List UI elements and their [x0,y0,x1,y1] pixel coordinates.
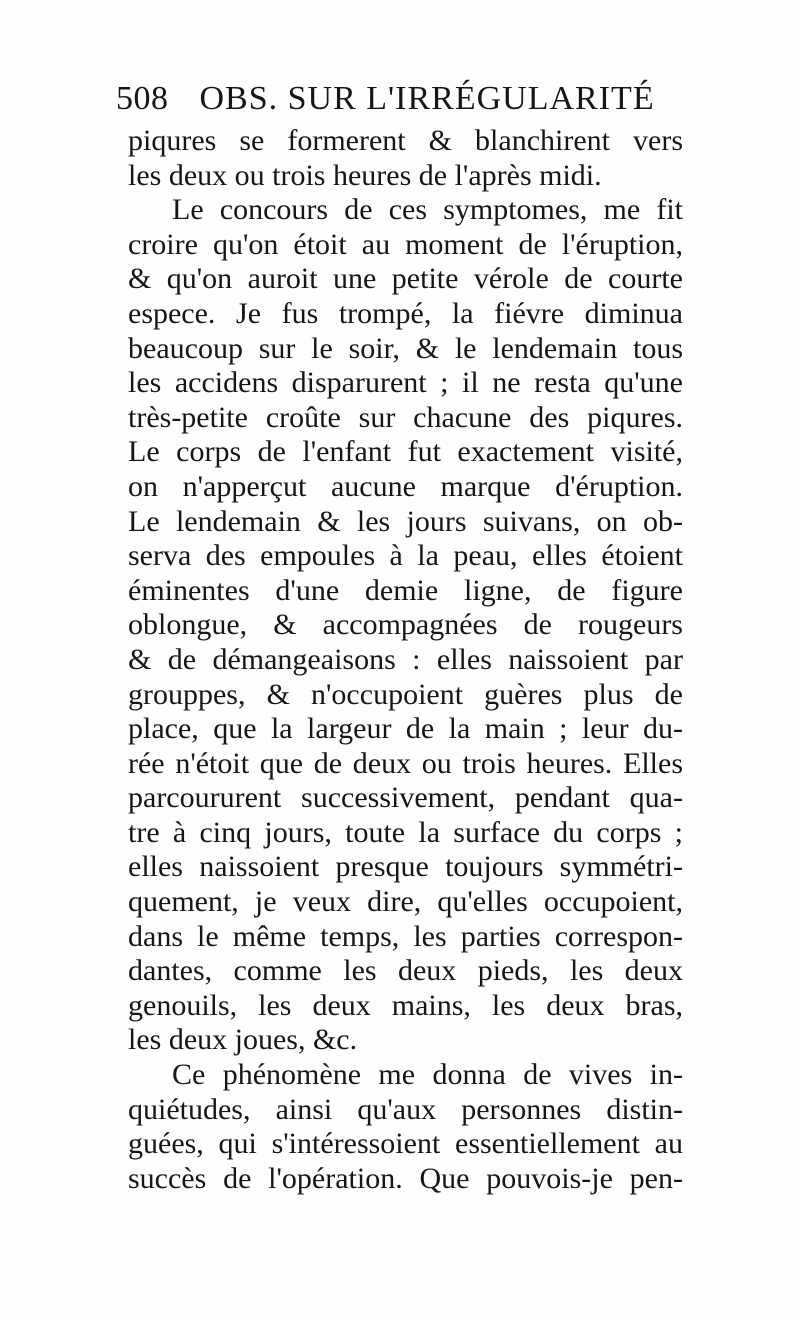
page-number: 508 [116,80,169,117]
text-line: guées, qui s'intéressoient essentiellement au [128,1127,683,1161]
text-line: dans le même temps, les parties correspon- [128,919,683,953]
text-line: tre à cinq jours, toute la surface du corps ; [128,815,683,849]
text-line: piqures se formerent & blanchirent vers [128,124,683,157]
text-line: croire qu'on étoit au moment de l'éruption, [128,227,683,261]
text-line: succès de l'opération. Que pouvois-je pen- [128,1161,683,1195]
text-line: très-petite croûte sur chacune des piqures. [128,400,683,434]
text-line: beaucoup sur le soir, & le lendemain tous [128,331,683,365]
page-header [116,76,676,122]
text-line: quiétudes, ainsi qu'aux personnes distin- [128,1092,683,1126]
text-line: parcoururent successivement, pendant qua- [128,781,683,815]
text-line: les deux ou trois heures de l'après midi. [128,158,602,192]
paragraph-start-line: Ce phénomène me donna de vives in- [172,1058,683,1092]
text-line: quement, je veux dire, qu'elles occupoient, [128,885,683,919]
text-line: les deux joues, &c. [128,1023,358,1057]
text-line: éminentes d'une demie ligne, de figure [128,573,683,607]
paragraph-start-line: Le concours de ces symptomes, me fit [172,193,683,227]
text-line: Le corps de l'enfant fut exactement visité, [128,435,683,469]
text-line: Le lendemain & les jours suivans, on ob- [128,504,683,538]
text-line: & qu'on auroit une petite vérole de courte [128,262,683,296]
text-line: elles naissoient presque toujours symmétri- [128,850,683,884]
text-line: les accidens disparurent ; il ne resta qu'une [128,366,683,400]
text-line: place, que la largeur de la main ; leur du- [128,712,683,746]
text-line: oblongue, & accompagnées de rougeurs [128,608,683,642]
text-line: rée n'étoit que de deux ou trois heures. Elles [128,746,683,780]
text-line: genouils, les deux mains, les deux bras, [128,988,683,1022]
text-line: serva des empoules à la peau, elles étoient [128,539,683,573]
text-line: espece. Je fus trompé, la fiévre diminua [128,296,683,330]
running-head: OBS. SUR L'IRRÉGULARITÉ [199,80,655,117]
text-line: on n'apperçut aucune marque d'éruption. [128,469,683,503]
text-line: dantes, comme les deux pieds, les deux [128,954,683,988]
body-text [128,124,683,1196]
text-line: & de démangeaisons : elles naissoient par [128,642,683,676]
text-line: grouppes, & n'occupoient guères plus de [128,677,683,711]
